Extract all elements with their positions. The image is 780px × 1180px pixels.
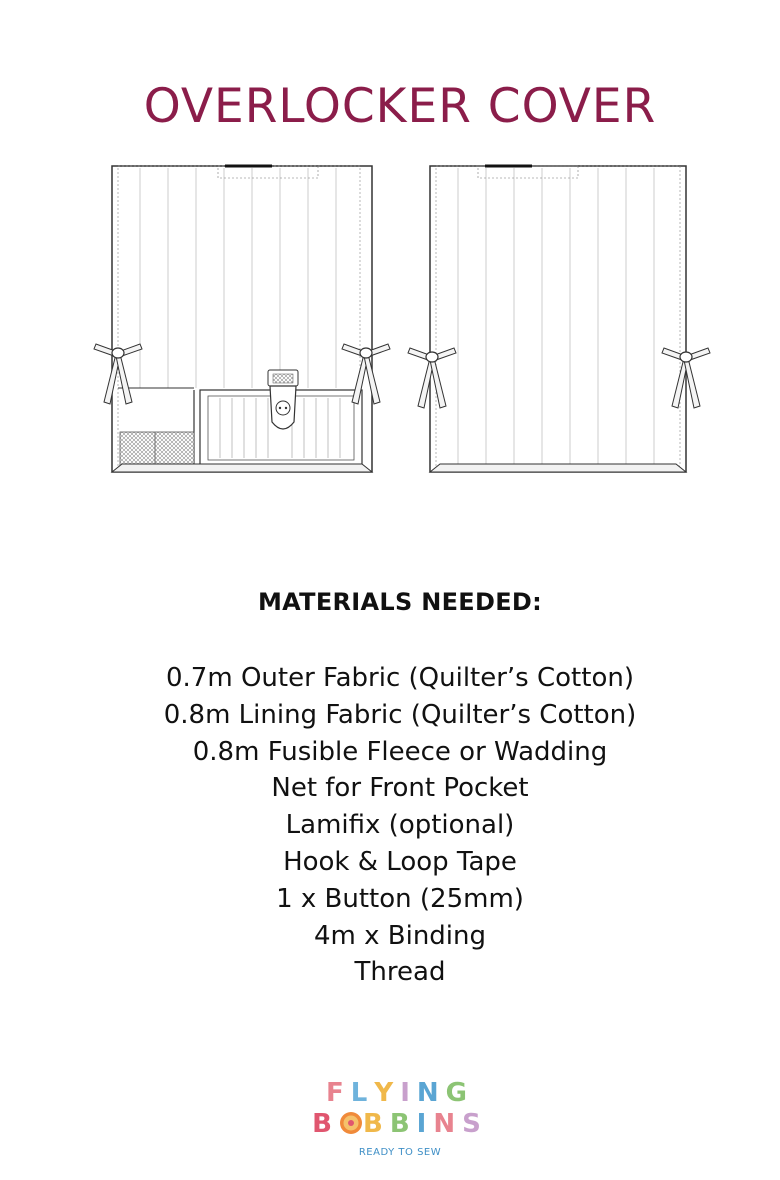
logo-letter: B (362, 1109, 390, 1139)
logo-letter: L (350, 1078, 375, 1108)
front-view (94, 166, 390, 472)
logo-letter: N (416, 1078, 446, 1108)
logo-letter: F (326, 1078, 351, 1108)
material-item: Lamifix (optional) (285, 810, 515, 841)
material-item: Net for Front Pocket (271, 773, 529, 804)
bobbin-icon (339, 1111, 363, 1135)
logo-tagline: READY TO SEW (358, 1147, 442, 1158)
material-item: Hook & Loop Tape (283, 846, 517, 877)
button-icon (276, 401, 290, 415)
logo-letter: G (445, 1078, 474, 1108)
logo-letter: Y (374, 1078, 401, 1108)
overlocker-cover-technical-drawing (80, 150, 720, 490)
material-item: 0.8m Fusible Fleece or Wadding (192, 736, 608, 767)
material-item: 4m x Binding (313, 920, 487, 951)
logo-letter: S (462, 1109, 488, 1139)
back-view (408, 166, 710, 472)
material-item: 0.8m Lining Fabric (Quilter’s Cotton) (163, 699, 637, 730)
materials-list (0, 660, 780, 991)
logo-line-flying (0, 1078, 780, 1108)
logo-letter: B (389, 1109, 417, 1139)
logo-letter: B (312, 1109, 339, 1139)
logo-letter: N (433, 1109, 463, 1139)
material-item: 0.7m Outer Fabric (Quilter’s Cotton) (166, 663, 634, 693)
flying-bobbins-logo (0, 1078, 780, 1158)
material-item: 1 x Button (25mm) (276, 883, 524, 914)
logo-letter: I (400, 1078, 417, 1108)
logo-line-bobbins (0, 1108, 780, 1139)
logo-letter: I (416, 1109, 434, 1139)
page-title: OVERLOCKER COVER (143, 79, 657, 135)
material-item: Thread (354, 957, 446, 988)
materials-heading: MATERIALS NEEDED: (257, 588, 543, 616)
